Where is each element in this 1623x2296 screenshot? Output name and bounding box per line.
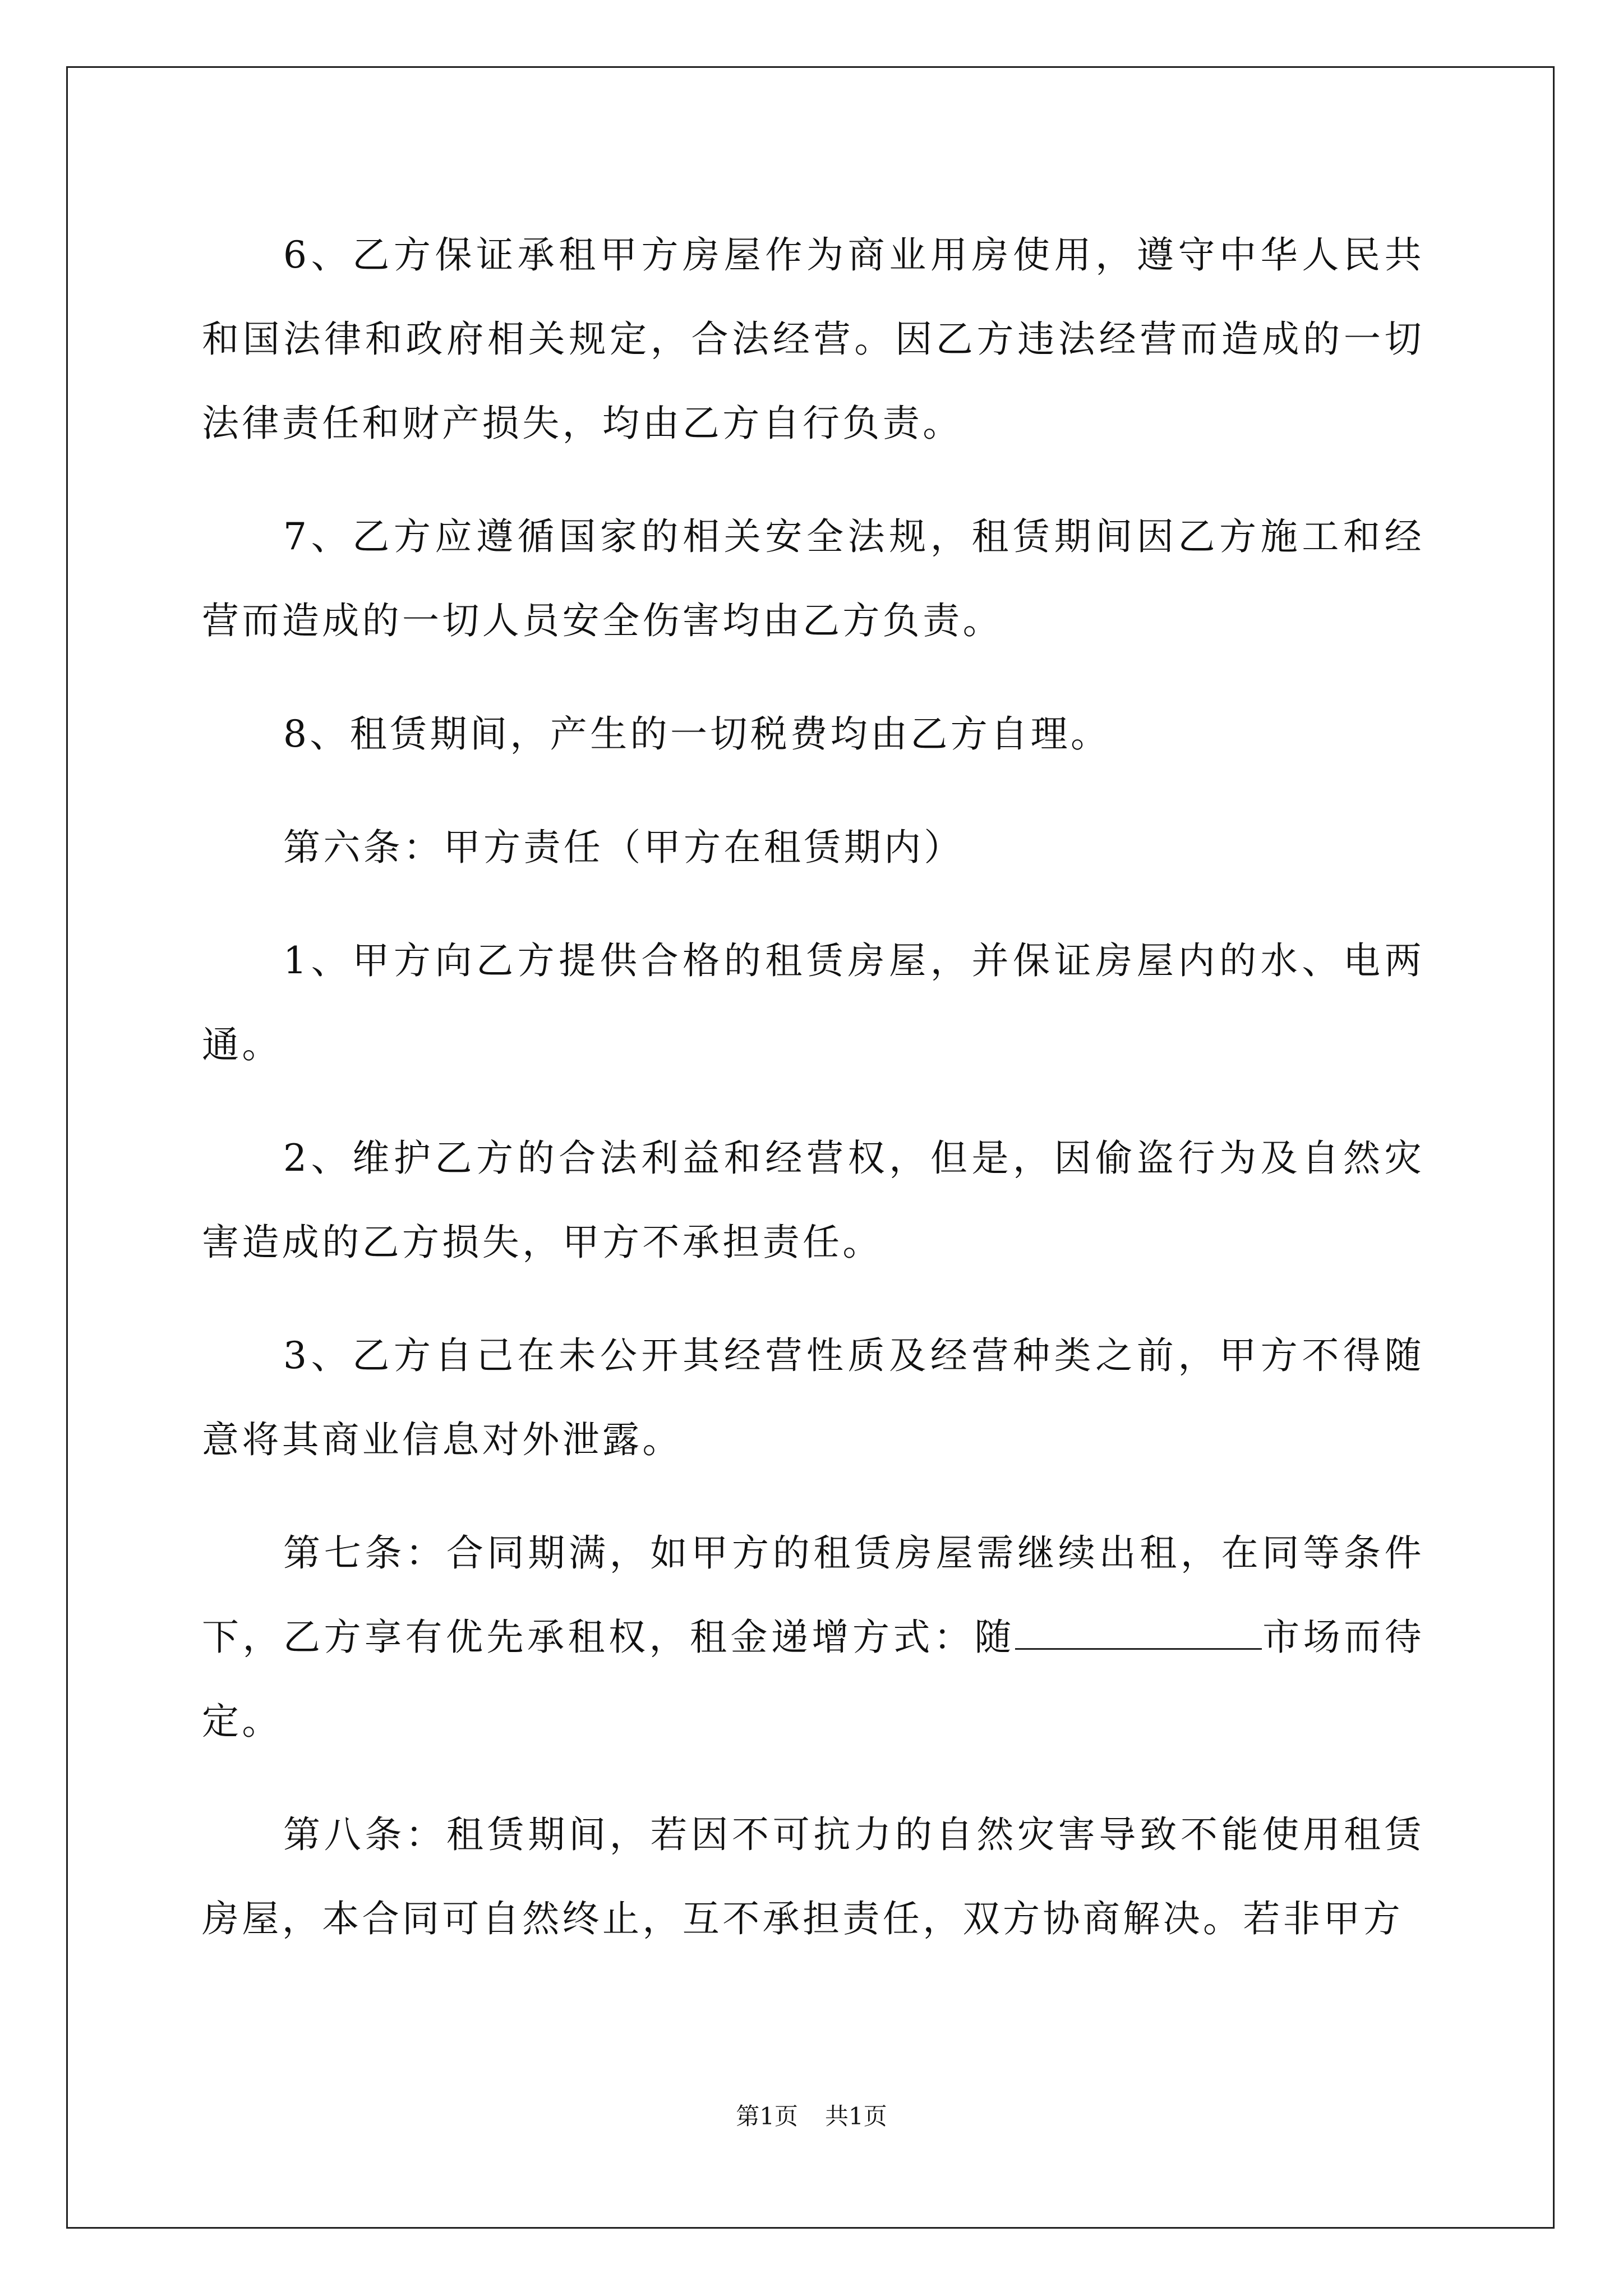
fill-in-blank [1015,1614,1262,1650]
article-7-text-before: 第七条：合同期满，如甲方的租赁房屋需继续出租，在同等条件下，乙方享有优先承租权，租金递增方式：随 [202,1531,1424,1659]
page-total: 共1页 [825,2102,887,2130]
article-7-text-after: 市场而待定。 [202,1616,1424,1743]
article-6-heading: 第六条：甲方责任（甲方在租赁期内） [283,826,964,869]
document-body [202,213,1424,1990]
page-number: 第1页 [736,2102,798,2130]
clause-6: 6、乙方保证承租甲方房屋作为商业用房使用，遵守中华人民共和国法律和政府相关规定，合法经营。因乙方违法经营而造成的一切法律责任和财产损失，均由乙方自行负责。 [202,233,1424,445]
article-7 [202,1511,1424,1764]
article-8: 第八条：租赁期间，若因不可抗力的自然灾害导致不能使用租赁房屋，本合同可自然终止，互不承担责任，双方协商解决。若非甲方 [202,1813,1424,1940]
clause-7: 7、乙方应遵循国家的相关安全法规，租赁期间因乙方施工和经营而造成的一切人员安全伤害均由乙方负责。 [202,515,1424,642]
page-footer [0,2098,1623,2132]
clause-8: 8、租赁期间，产生的一切税费均由乙方自理。 [283,712,1111,756]
article-6-clause-2: 2、维护乙方的合法利益和经营权，但是，因偷盗行为及自然灾害造成的乙方损失，甲方不承担责任。 [202,1137,1424,1264]
article-6-clause-1: 1、甲方向乙方提供合格的租赁房屋，并保证房屋内的水、电两通。 [202,939,1424,1066]
article-6-clause-3: 3、乙方自己在未公开其经营性质及经营种类之前，甲方不得随意将其商业信息对外泄露。 [202,1334,1424,1461]
